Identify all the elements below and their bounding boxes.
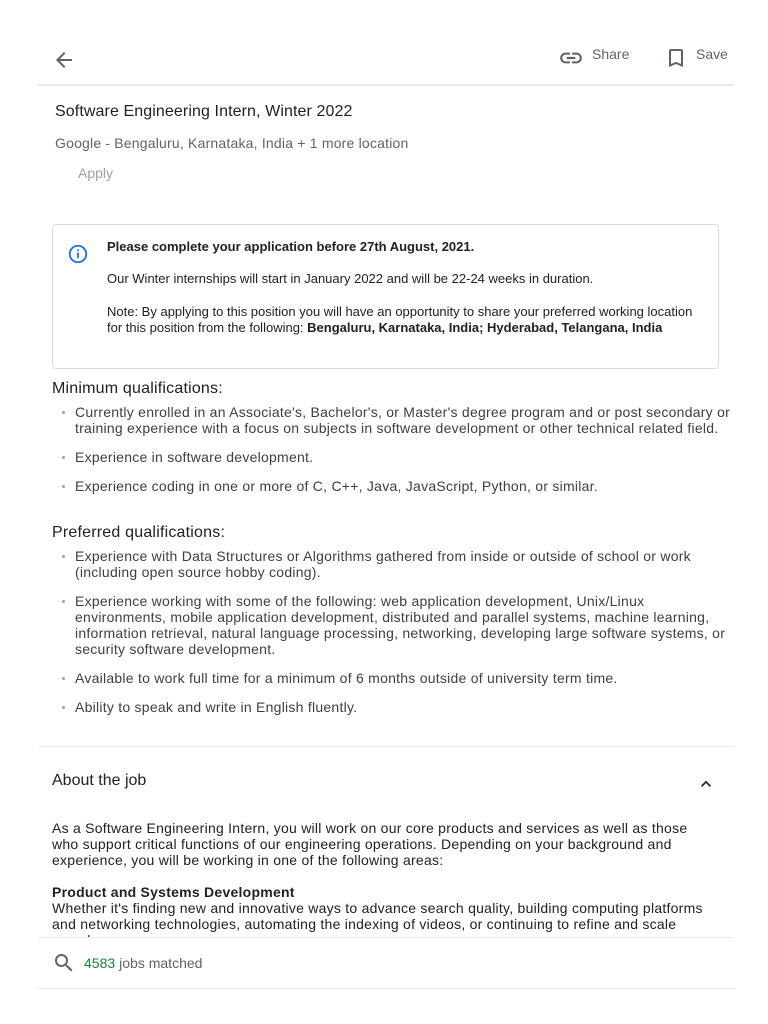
back-button[interactable] <box>52 48 76 72</box>
preferred-qualifications-title: Preferred qualifications: <box>52 524 226 541</box>
job-title: Software Engineering Intern, Winter 2022 <box>55 103 353 120</box>
save-button[interactable] <box>664 44 728 72</box>
notice-paragraph: Our Winter internships will start in January 2022 and will be 22-24 weeks in duration. <box>107 271 594 286</box>
about-sub-text: Whether it's finding new and innovative ways to advance search quality, building computing platforms and networking technologies, automating the indexing of videos, or continuing to refine and scale <box>52 900 703 932</box>
list-item: Experience with Data Structures or Algorithms gathered from inside or outside of school or work (including open source hobby coding). <box>52 548 732 580</box>
list-item: Currently enrolled in an Associate's, Bachelor's, or Master's degree program and or post secondary or training experience with a focus on subjects in software development or other technical related field. <box>52 404 732 436</box>
job-meta: Google - Bengaluru, Karnataka, India + 1 more location <box>55 135 409 151</box>
info-icon <box>67 243 89 265</box>
about-intro: As a Software Engineering Intern, you will work on our core products and services as well as those who support critical functions of our engineering operations. Depending on your background and experience, you will be working in one of the following areas: <box>52 820 688 868</box>
notice-note-text: Note: By applying to this position you will have an opportunity to share your preferred working location for this position from the following: <box>107 304 693 335</box>
list-item: Ability to speak and write in English fluently. <box>52 699 732 715</box>
notice-headline: Please complete your application before 27th August, 2021. <box>107 239 475 254</box>
top-toolbar <box>38 0 734 86</box>
notice-note <box>107 304 702 336</box>
minimum-qualifications-title: Minimum qualifications: <box>52 380 223 397</box>
share-button[interactable] <box>558 44 629 72</box>
divider <box>38 746 734 747</box>
jobs-matched-label: jobs matched <box>119 955 203 971</box>
preferred-qualifications-list <box>52 548 732 728</box>
arrow-back-icon <box>52 48 76 72</box>
apply-button[interactable]: Apply <box>78 165 114 181</box>
about-subheading: Product and Systems Development <box>52 884 295 900</box>
about-job-title: About the job <box>52 772 147 789</box>
share-label: Share <box>592 46 630 62</box>
list-item: Experience coding in one or more of C, C++, Java, JavaScript, Python, or similar. <box>52 478 732 494</box>
application-notice <box>52 224 719 369</box>
about-job-body <box>52 820 712 937</box>
list-item: Available to work full time for a minimum of 6 months outside of university term time. <box>52 670 732 686</box>
save-label: Save <box>696 46 728 62</box>
company-name: Google <box>55 135 102 151</box>
search-icon <box>52 951 76 975</box>
about-job-toggle[interactable] <box>52 772 716 796</box>
jobs-matched-count: 4583 <box>84 955 116 971</box>
list-item: Experience in software development. <box>52 449 732 465</box>
minimum-qualifications-list <box>52 404 732 507</box>
list-item: Experience working with some of the following: web application development, Unix/Linux environments, mobile application development, distributed and parallel systems, machine learning, information retrieval, natural language processing, networking, developing large software systems, or security software development. <box>52 593 732 657</box>
notice-locations: Bengaluru, Karnataka, India; Hyderabad, Telangana, India <box>307 320 663 335</box>
job-location: Bengaluru, Karnataka, India <box>114 135 294 151</box>
jobs-matched-bar[interactable] <box>38 937 734 989</box>
bookmark-icon <box>664 45 688 71</box>
more-locations-link[interactable]: + 1 more location <box>297 135 409 151</box>
chevron-up-icon[interactable] <box>696 774 716 794</box>
link-icon <box>558 45 584 71</box>
